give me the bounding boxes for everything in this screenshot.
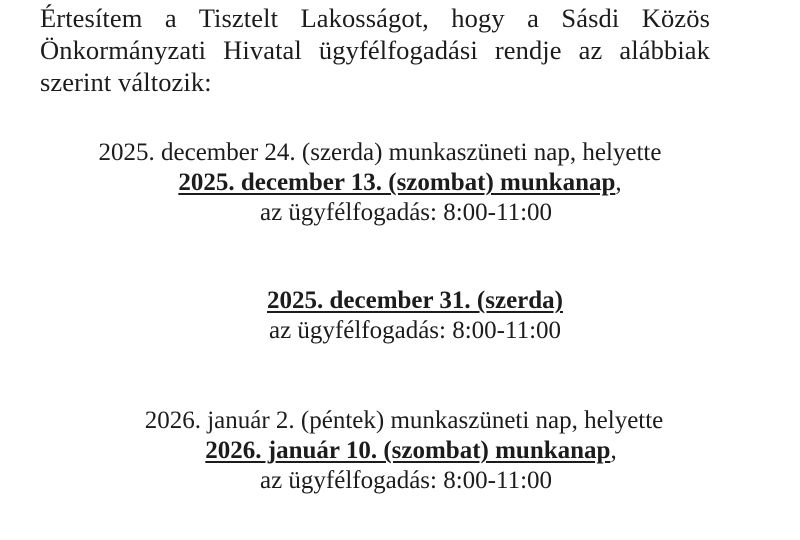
working-day-line: [22, 436, 800, 466]
schedule-change-block-1: [0, 138, 800, 228]
notice-intro: Értesítem a Tisztelt Lakosságot, hogy a Sásdi Közös Önkormányzati Hivatal ügyfélfogadási rendje az alábbiak szerint változik:: [40, 3, 710, 97]
office-hours-line: az ügyfélfogadás: 8:00-11:00: [268, 317, 562, 344]
special-day-line: [30, 286, 800, 316]
working-day-date: 2026. január 10. (szombat) munkanap: [205, 437, 611, 464]
working-day-comma: ,: [615, 169, 622, 196]
schedule-change-block-3: [0, 406, 800, 496]
office-hours-line: az ügyfélfogadás: 8:00-11:00: [259, 199, 553, 226]
holiday-line: 2025. december 24. (szerda) munkaszüneti nap, helyette: [98, 139, 662, 166]
schedule-change-block-2: [0, 286, 800, 346]
holiday-line: 2026. január 2. (péntek) munkaszüneti nap, helyette: [144, 407, 664, 434]
working-day-date: 2025. december 13. (szombat) munkanap: [178, 169, 616, 196]
working-day-line: [0, 168, 800, 198]
office-hours-line: az ügyfélfogadás: 8:00-11:00: [259, 467, 553, 494]
working-day-comma: ,: [610, 437, 617, 464]
special-day-date: 2025. december 31. (szerda): [267, 287, 563, 314]
